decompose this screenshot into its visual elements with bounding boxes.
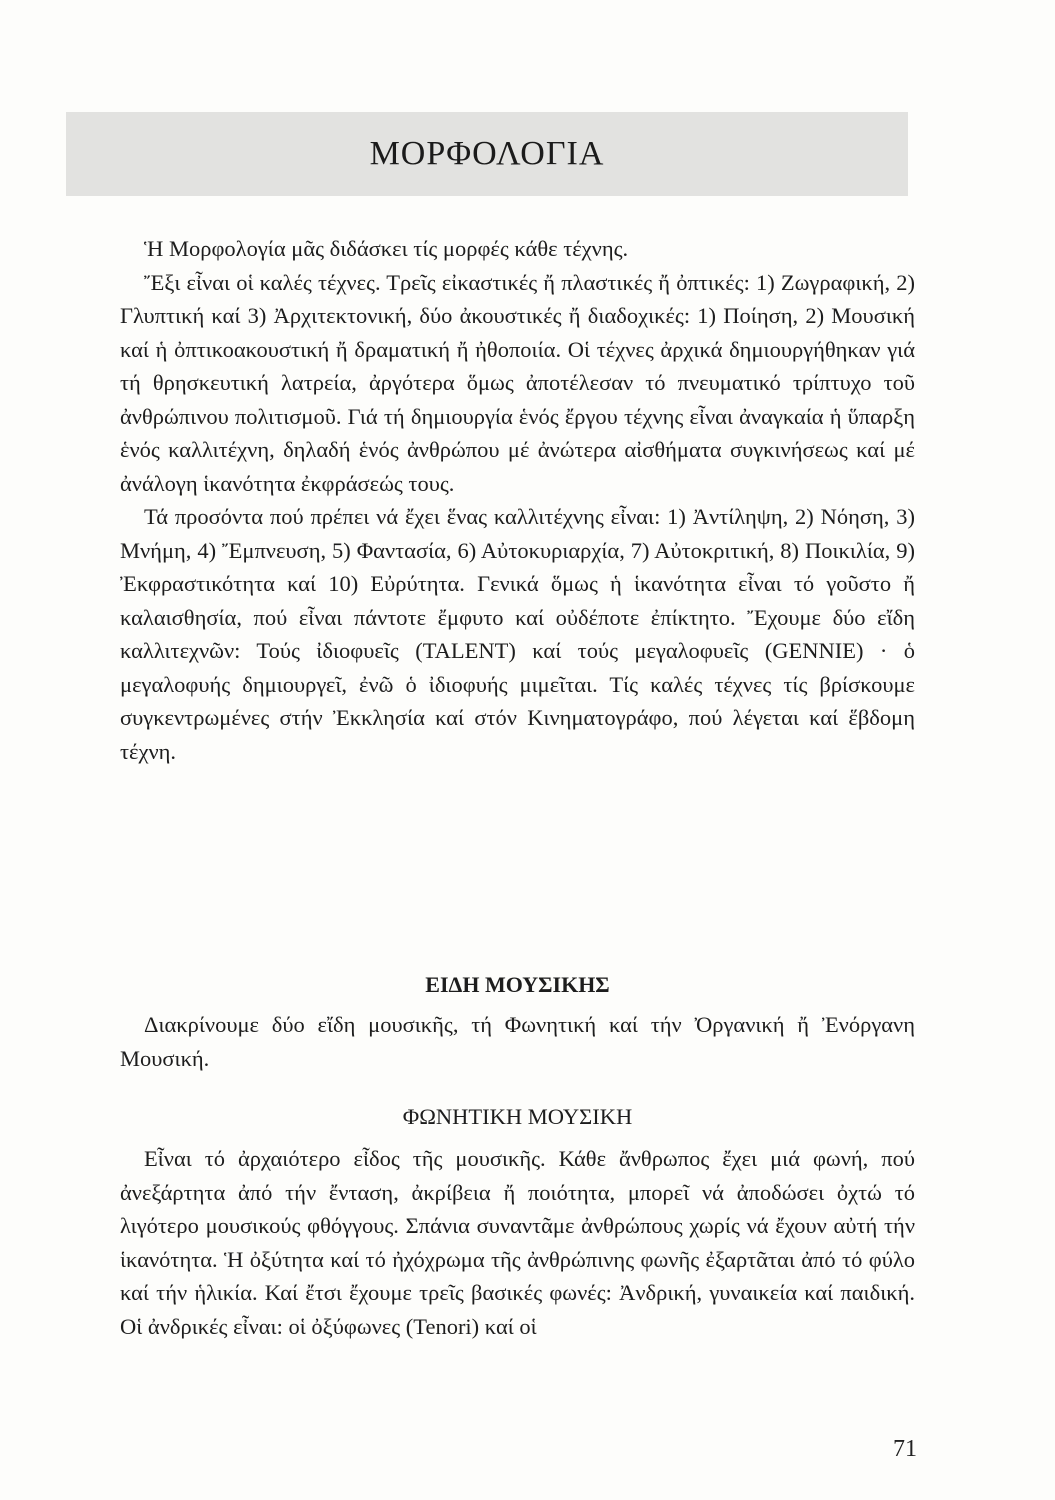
page-title: ΜΟΡΦΟΛΟΓΙΑ bbox=[369, 135, 605, 172]
morphology-section bbox=[120, 232, 915, 768]
music-types-paragraph: Διακρίνουμε δύο εἴδη μουσικῆς, τή Φωνητική καί τήν Ὀργανική ἤ Ἐνόργανη Μουσική. bbox=[120, 1012, 915, 1071]
intro-paragraph: Ἡ Μορφολογία μᾶς διδάσκει τίς μορφές κάθε τέχνης. bbox=[144, 236, 629, 261]
music-types-heading: ΕΙΔΗ ΜΟΥΣΙΚΗΣ bbox=[425, 972, 610, 997]
title-banner bbox=[66, 112, 908, 196]
vocal-music-paragraph: Εἶναι τό ἀρχαιότερο εἶδος τῆς μουσικῆς. Κάθε ἄνθρωπος ἔχει μιά φωνή, πού ἀνεξάρτητα ἀπό τήν ἔνταση, ἀκρίβεια ἤ ποιότητα, μπορεῖ νά ἀποδώσει ὀχτώ τό λιγότερο μουσικούς φθόγγους. Σπάνια συναντᾶμε ἀνθρώπους χωρίς νά ἔχουν αὐτή τήν ἱκανότητα. Ἡ ὀξύτητα καί τό ἠχόχρωμα τῆς ἀνθρώπινης φωνῆς ἐξαρτᾶται ἀπό τό φύλο καί τήν ἡλικία. Καί ἔτσι ἔχουμε τρεῖς βασικές φωνές: Ἀνδρική, γυναικεία καί παιδική. Οἱ ἀνδρικές εἶναι: οἱ ὀξύφωνες (Tenori) καί οἱ bbox=[120, 1146, 915, 1339]
vocal-music-heading: ΦΩΝΗΤΙΚΗ ΜΟΥΣΙΚΗ bbox=[402, 1104, 633, 1129]
page-number: 71 bbox=[893, 1436, 917, 1462]
fine-arts-paragraph: Ἔξι εἶναι οἱ καλές τέχνες. Τρεῖς εἰκαστικές ἤ πλαστικές ἤ ὀπτικές: 1) Ζωγραφική, 2) Γλυπτική καί 3) Ἀρχιτεκτονική, δύο ἀκουστικές ἤ διαδοχικές: 1) Ποίηση, 2) Μουσική καί ἡ ὀπτικοακουστική ἤ δραματική ἤ ἠθοποιία. Οἱ τέχνες ἀρχικά δημιουργήθηκαν γιά τή θρησκευτική λατρεία, ἀργότερα ὅμως ἀποτέλεσαν τό πνευματικό τρίπτυχο τοῦ ἀνθρώπινου πολιτισμοῦ. Γιά τή δημιουργία ἑνός ἔργου τέχνης εἶναι ἀναγκαία ἡ ὕπαρξη ἑνός καλλιτέχνη, δηλαδή ἑνός ἀνθρώπου μέ ἀνώτερα αἰσθήματα συγκινήσεως καί μέ ἀνάλογη ἱκανότητα ἐκφράσεώς τους. bbox=[120, 269, 915, 496]
vocal-music-section bbox=[120, 1142, 915, 1343]
artist-qualities-paragraph: Τά προσόντα πού πρέπει νά ἔχει ἕνας καλλιτέχνης εἶναι: 1) Ἀντίληψη, 2) Νόηση, 3) Μνήμη, 4) Ἔμπνευση, 5) Φαντασία, 6) Αὐτοκυριαρχία, 7) Αὐτοκριτική, 8) Ποικιλία, 9) Ἐκφραστικότητα καί 10) Εὐρύτητα. Γενικά ὅμως ἡ ἱκανότητα εἶναι τό γοῦστο ἤ καλαισθησία, πού εἶναι πάντοτε ἔμφυτο καί οὐδέποτε ἐπίκτητο. Ἔχουμε δύο εἴδη καλλιτεχνῶν: Τούς ἰδιοφυεῖς (TALENT) καί τούς μεγαλοφυεῖς (GENNIE) · ὁ μεγαλοφυής δημιουργεῖ, ἐνῶ ὁ ἰδιοφυής μιμεῖται. Τίς καλές τέχνες τίς βρίσκουμε συγκεντρωμένες στήν Ἐκκλησία καί στόν Κινηματογράφο, πού λέγεται καί ἕβδομη τέχνη. bbox=[120, 504, 915, 764]
music-types-section bbox=[120, 1008, 915, 1075]
